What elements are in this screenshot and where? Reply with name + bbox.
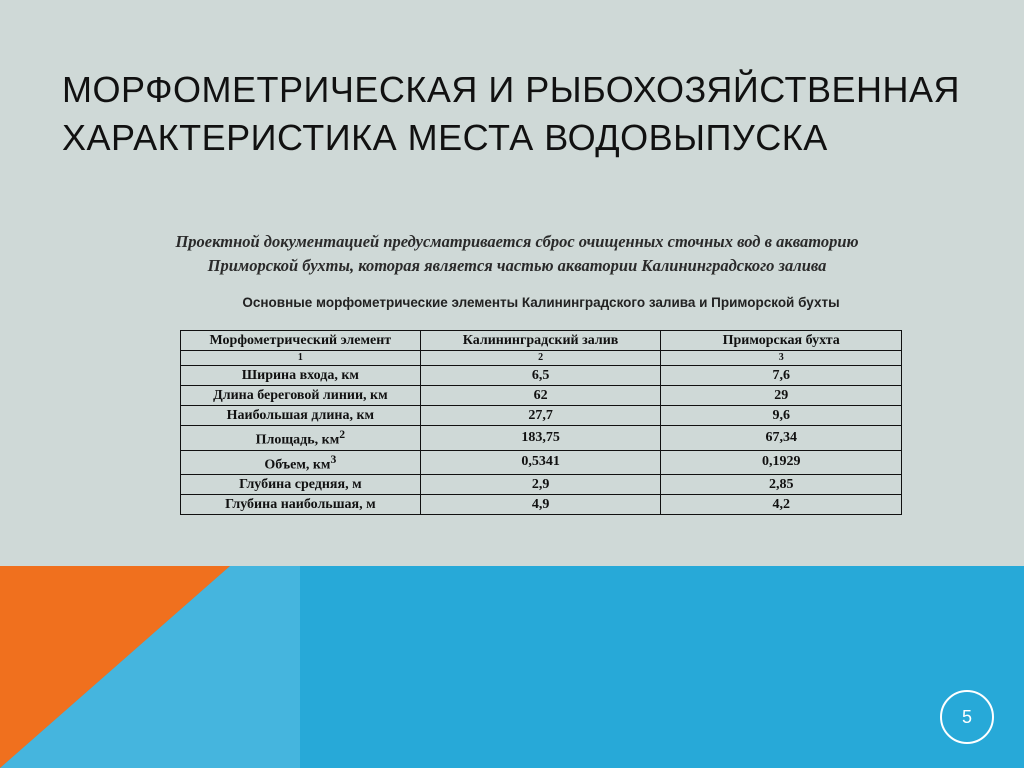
table-row xyxy=(181,366,902,386)
row-cove-value: 29 xyxy=(661,386,902,406)
row-element: Глубина средняя, м xyxy=(181,475,421,495)
row-cove-value: 67,34 xyxy=(661,426,902,451)
page-number-badge: 5 xyxy=(940,690,994,744)
row-cove-value: 7,6 xyxy=(661,366,902,386)
slide-title-line-2: ХАРАКТЕРИСТИКА МЕСТА ВОДОВЫПУСКА xyxy=(62,117,828,158)
table-row xyxy=(181,450,902,475)
row-element xyxy=(181,450,421,475)
table-caption: Основные морфометрические элементы Калининградского залива и Приморской бухты xyxy=(242,295,840,310)
row-element-superscript: 3 xyxy=(330,452,337,466)
header-primorskaya-cove: Приморская бухта xyxy=(661,331,902,351)
header-kaliningrad-bay: Калининградский залив xyxy=(420,331,661,351)
table-row xyxy=(181,406,902,426)
row-element: Ширина входа, км xyxy=(181,366,421,386)
table-row xyxy=(181,475,902,495)
row-bay-value: 183,75 xyxy=(420,426,661,451)
row-bay-value: 6,5 xyxy=(420,366,661,386)
decorative-shapes xyxy=(0,566,1024,768)
header-element: Морфометрический элемент xyxy=(181,331,421,351)
row-bay-value: 0,5341 xyxy=(420,450,661,475)
row-bay-value: 62 xyxy=(420,386,661,406)
row-cove-value: 4,2 xyxy=(661,495,902,515)
row-element: Длина береговой линии, км xyxy=(181,386,421,406)
intro-line-2: Приморской бухты, которая является частью акватории Калининградского залива xyxy=(207,256,827,275)
row-element-superscript: 2 xyxy=(339,428,346,441)
row-bay-value: 2,9 xyxy=(420,475,661,495)
row-element: Глубина наибольшая, м xyxy=(181,495,421,515)
column-number: 2 xyxy=(420,351,661,366)
row-element xyxy=(181,426,421,451)
row-bay-value: 27,7 xyxy=(420,406,661,426)
row-bay-value: 4,9 xyxy=(420,495,661,515)
intro-line-1: Проектной документацией предусматривается сброс очищенных сточных вод в акваторию xyxy=(175,232,859,251)
column-number: 1 xyxy=(181,351,421,366)
decorative-bottom-band xyxy=(0,566,1024,768)
row-element-text: Площадь, км xyxy=(255,432,340,448)
slide-title-line-1: МОРФОМЕТРИЧЕСКАЯ И РЫБОХОЗЯЙСТВЕННАЯ xyxy=(62,69,961,110)
table-row xyxy=(181,426,902,451)
row-cove-value: 9,6 xyxy=(661,406,902,426)
column-number: 3 xyxy=(661,351,902,366)
row-cove-value: 2,85 xyxy=(661,475,902,495)
row-element: Наибольшая длина, км xyxy=(181,406,421,426)
morphometric-table xyxy=(180,330,902,515)
intro-text xyxy=(62,230,972,278)
table-row xyxy=(181,495,902,515)
column-number-row xyxy=(181,351,902,366)
slide-title xyxy=(62,66,982,162)
row-cove-value: 0,1929 xyxy=(661,450,902,475)
table-row xyxy=(181,386,902,406)
row-element-text: Объем, км xyxy=(264,457,331,473)
table-header-row xyxy=(181,331,902,351)
